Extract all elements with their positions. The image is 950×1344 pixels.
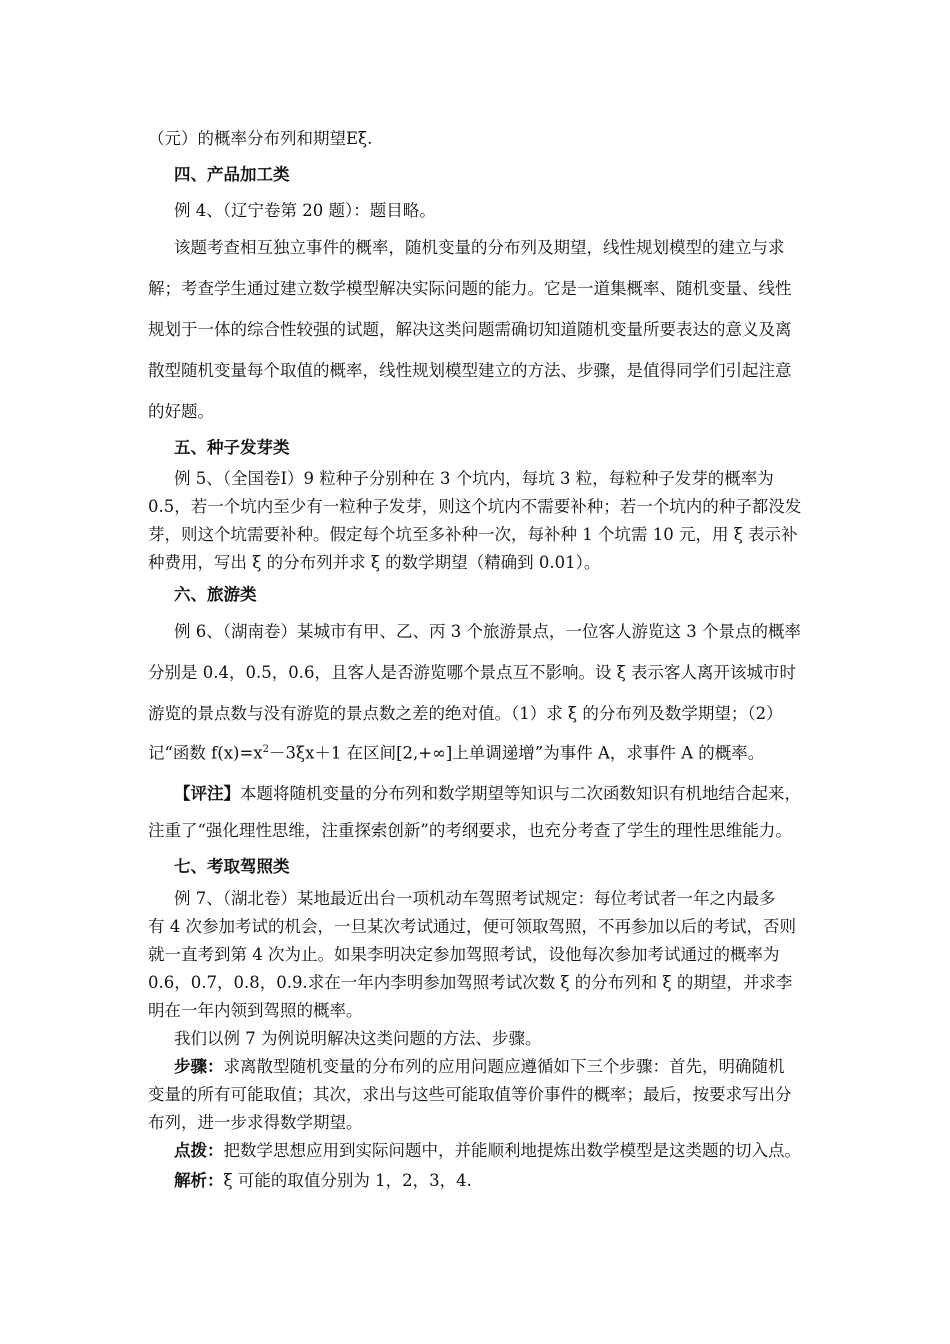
example-4-line: 例 4、（辽宁卷第 20 题）：题目略。	[174, 201, 436, 220]
tip-line	[174, 1143, 801, 1160]
steps-text: 求离散型随机变量的分布列的应用问题应遵循如下三个步骤：首先，明确随机	[223, 1057, 785, 1076]
paragraph-line: 游览的景点数与没有游览的景点数之差的绝对值。（1）求 ξ 的分布列及数学期望；（2）	[148, 704, 783, 723]
paragraph-line: 0.6，0.7，0.8，0.9.求在一年内李明参加驾照考试次数 ξ 的分布列和 ξ 的期望，并求李	[148, 973, 793, 992]
section-heading-seed-germination: 五、种子发芽类	[174, 438, 290, 457]
paragraph-line: 布列，进一步求得数学期望。	[148, 1113, 363, 1132]
example-7-line: 例 7、（湖北卷）某地最近出台一项机动车驾照考试规定：每位考试者一年之内最多	[174, 889, 776, 908]
formula-text-cont: －3ξx＋1 在区间[2,+∞]上单调递增”为事件 A，求事件 A 的概率。	[268, 743, 765, 763]
paragraph-line: 的好题。	[148, 402, 214, 421]
analysis-label: 解析：	[174, 1171, 224, 1190]
paragraph-line: 散型随机变量每个取值的概率，线性规划模型建立的方法、步骤，是值得同学们引起注意	[148, 361, 792, 380]
paragraph-line: 解；考查学生通过建立数学模型解决实际问题的能力。它是一道集概率、随机变量、线性	[148, 279, 792, 298]
example-6-line: 例 6、（湖南卷）某城市有甲、乙、丙 3 个旅游景点，一位客人游览这 3 个景点的概率	[174, 622, 801, 641]
section-heading-driving-license: 七、考取驾照类	[174, 857, 290, 876]
section-heading-product-processing: 四、产品加工类	[174, 165, 290, 184]
paragraph-line: 明在一年内领到驾照的概率。	[148, 1001, 363, 1020]
formula-text: 记“函数 f(x)=x	[148, 743, 263, 763]
section-heading-tourism: 六、旅游类	[174, 585, 257, 604]
exponent: 2	[262, 744, 269, 755]
steps-label: 步骤：	[174, 1057, 224, 1076]
paragraph-line: 规划于一体的综合性较强的试题，解决这类问题需确切知道随机变量所要表达的意义及离	[148, 320, 792, 339]
paragraph-line: 变量的所有可能取值；其次，求出与这些可能取值等价事件的概率；最后，按要求写出分	[148, 1085, 792, 1104]
paragraph-line: （元）的概率分布列和期望Eξ.	[148, 129, 373, 148]
paragraph-line: 注重了“强化理性思维，注重探索创新”的考纲要求，也充分考查了学生的理性思维能力。	[148, 821, 792, 840]
paragraph-line: 分别是 0.4，0.5，0.6，且客人是否游览哪个景点互不影响。设 ξ 表示客人离开该城市时	[148, 663, 797, 682]
paragraph-line: 0.5，若一个坑内至少有一粒种子发芽，则这个坑内不需要补种；若一个坑内的种子都没发	[148, 497, 802, 516]
analysis-text: ξ 可能的取值分别为 1，2，3，4.	[223, 1171, 472, 1190]
analysis-line	[174, 1173, 472, 1190]
steps-line	[174, 1059, 785, 1076]
paragraph-line: 种费用，写出 ξ 的分布列并求 ξ 的数学期望（精确到 0.01）。	[148, 553, 601, 572]
paragraph-line: 芽，则这个坑需要补种。假定每个坑至多补种一次，每补种 1 个坑需 10 元，用 ξ 表示补	[148, 525, 798, 544]
tip-text: 把数学思想应用到实际问题中，并能顺利地提炼出数学模型是这类题的切入点。	[223, 1141, 801, 1160]
comment-label: 【评注】	[174, 784, 240, 803]
paragraph-line: 就一直考到第 4 次为止。如果李明决定参加驾照考试，设他每次参加考试通过的概率为	[148, 945, 780, 964]
paragraph-line: 我们以例 7 为例说明解决这类问题的方法、步骤。	[174, 1029, 542, 1048]
paragraph-line: 该题考查相互独立事件的概率，随机变量的分布列及期望，线性规划模型的建立与求	[174, 238, 785, 257]
paragraph-line: 有 4 次参加考试的机会，一旦某次考试通过，便可领取驾照，不再参加以后的考试，否则	[148, 917, 796, 936]
paragraph-line-formula	[148, 745, 764, 762]
comment-text: 本题将随机变量的分布列和数学期望等知识与二次函数知识有机地结合起来，	[240, 784, 801, 803]
tip-label: 点拨：	[174, 1141, 224, 1160]
comment-line	[174, 786, 801, 803]
example-5-line: 例 5、（全国卷Ⅰ）9 粒种子分别种在 3 个坑内，每坑 3 粒，每粒种子发芽的概率为	[174, 469, 774, 488]
